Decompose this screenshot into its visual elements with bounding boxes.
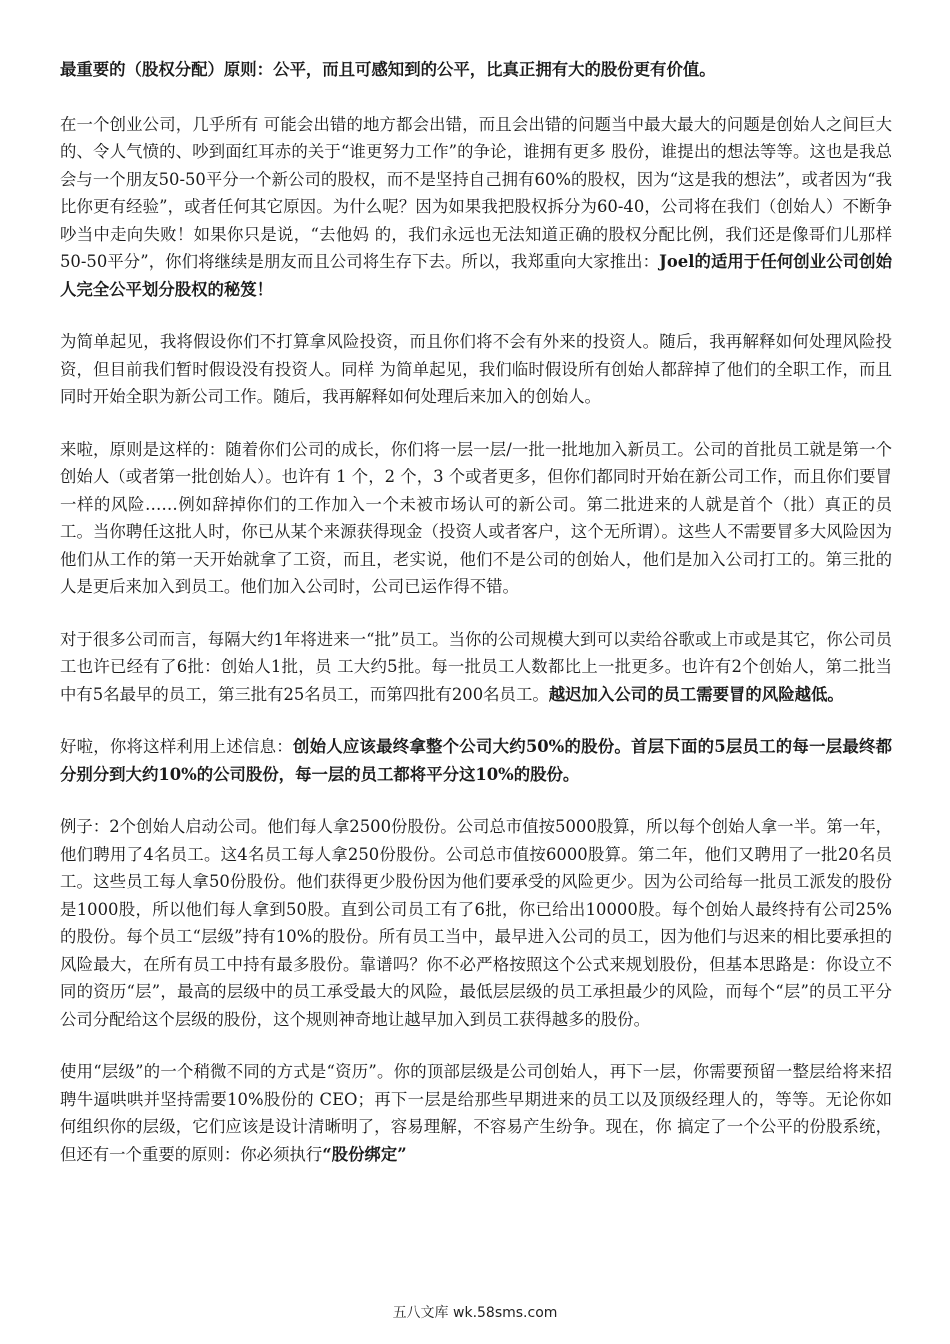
paragraph-1 [60,111,892,304]
paragraph-1-bold: Joel的适用于任何创业公司创始人完全公平划分股权的秘笈！ [60,252,893,299]
page-footer: 五八文库 wk.58sms.com [392,1305,558,1321]
document-body [60,56,892,1193]
paragraph-6: 例子：2个创始人启动公司。他们每人拿2500份股份。公司总市值按5000股算，所以每个创始人拿一半。第一年，他们聘用了4名员工。这4名员工每人拿250份股份。公司总市值按6000股算。第二年，他们又聘用了一批20名员工。这些员工每人拿50份股份。他们获得更少股份因为他们要承受的风险更少。因为公司给每一批员工派发的股份是1000股，所以他们每人拿到50股。直到公司员工有了6批，你已给出10000股。每个创始人最终持有公司25%的股份。每个员工“层级”持有10%的股份。所有员工当中，最早进入公司的员工，因为他们与迟来的相比要承担的风险最大，在所有员工中持有最多股份。靠谱吗？你不必严格按照这个公式来规划股份，但基本思路是：你设立不同的资历“层”，最高的层级中的员工承受最大的风险，最低层层级的员工承担最少的风险，而每个“层”的员工平分公司分配给这个层级的股份，这个规则神奇地让越早加入到员工获得越多的股份。 [60,817,892,1029]
document-heading: 最重要的（股权分配）原则：公平，而且可感知到的公平，比真正拥有大的股份更有价值。 [60,60,716,79]
paragraph-4-text: 对于很多公司而言，每隔大约1年将进来一“批”员工。当你的公司规模大到可以卖给谷歌或上市或是其它，你公司员工也许已经有了6批：创始人1批，员 工大约5批。每一批员工人数都比上一批更多。也许有2个创始人，第二批当中有5名最早的员工，第三批有25名员工，而第四批有200名员工。 [60,629,892,704]
paragraph-4 [60,626,892,709]
paragraph-2: 为简单起见，我将假设你们不打算拿风险投资，而且你们将不会有外来的投资人。随后，我再解释如何处理风险投资，但目前我们暂时假设没有投资人。同样 为简单起见，我们临时假设所有创始人都辞掉了他们的全职工作，而且同时开始全职为新公司工作。随后，我再解释如何处理后来加入的创始人。 [60,332,892,406]
paragraph-7-text: 使用“层级”的一个稍微不同的方式是“资历”。你的顶部层级是公司创始人，再下一层，你需要预留一整层给将来招聘牛逼哄哄并坚持需要10%股份的 CEO；再下一层是给那些早期进来的员工以及顶级经理人的，等等。无论你如何组织你的层级，它们应该是设计清晰明了，容易理解，不容易产生纷争。现在，你 搞定了一个公平的份股系统，但还有一个重要的原则：你必须执行 [60,1062,892,1164]
paragraph-5 [60,733,892,788]
paragraph-5-bold: 创始人应该最终拿整个公司大约50%的股份。首层下面的5层员工的每一层最终都分别分到大约10%的公司股份，每一层的员工都将平分这10%的股份。 [60,737,893,784]
paragraph-4-bold: 越迟加入公司的员工需要冒的风险越低。 [548,684,844,704]
paragraph-3: 来啦，原则是这样的：随着你们公司的成长，你们将一层一层/一批一批地加入新员工。公司的首批员工就是第一个创始人（或者第一批创始人）。也许有 1 个，2 个，3 个或者更多，但你们都同时开始在新公司工作，而且你们要冒一样的风险……例如辞掉你们的工作加入一个未被市场认可的新公司。第二批进来的人就是首个（批）真正的员工。当你聘任这批人时，你已从某个来源获得现金（投资人或者客户，这个无所谓）。这些人不需要冒多大风险因为他们从工作的第一天开始就拿了工资，而且，老实说，他们不是公司的创始人，他们是加入公司打工的。第三批的人是更后来加入到员工。他们加入公司时，公司已运作得不错。 [60,439,892,596]
paragraph-5-text: 好啦，你将这样利用上述信息： [60,737,293,756]
paragraph-7-bold: “股份绑定” [322,1144,407,1164]
paragraph-7 [60,1058,892,1168]
paragraph-1-text: 在一个创业公司，几乎所有 可能会出错的地方都会出错，而且会出错的问题当中最大最大的问题是创始人之间巨大的、令人气愤的、吵到面红耳赤的关于“谁更努力工作”的争论，谁拥有更多 股份，谁提出的想法等等。这也是我总会与一个朋友50-50平分一个新公司的股权，而不是坚持自己拥有60%的股权，因为“这是我的想法”，或者因为“我 比你更有经验”，或者任何其它原因。为什么呢？因为如果我把股权拆分为60-40，公司将在我们（创始人）不断争吵当中走向失败！如果你只是说，“去他妈 的，我们永远也无法知道正确的股权分配比例，我们还是像哥们儿那样50-50平分”，你们将继续是朋友而且公司将生存下去。所以，我郑重向大家推出： [60,114,892,271]
